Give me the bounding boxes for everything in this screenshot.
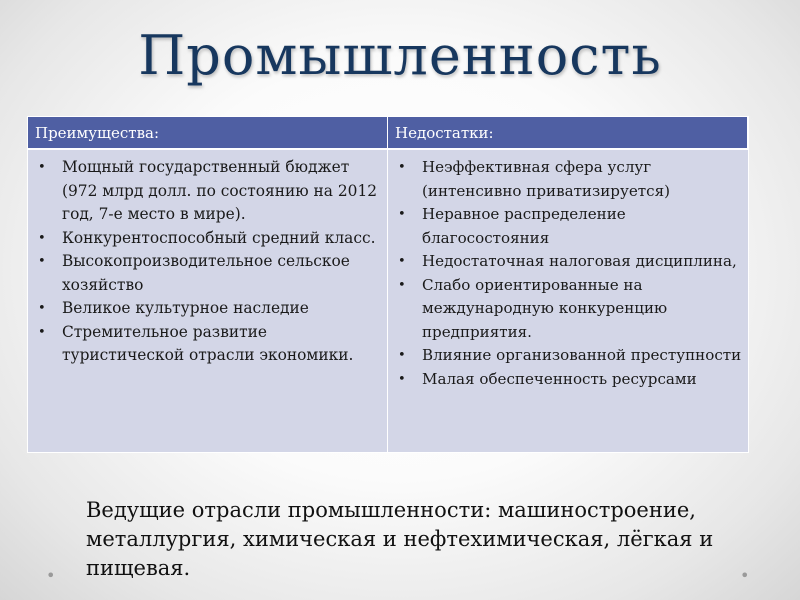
industries-note: Ведущие отрасли промышленности: машиностроение, металлургия, химическая и нефтехимическая, лёгкая и пищевая.: [86, 498, 714, 580]
advantage-text: Стремительное развитие туристической отрасли экономики.: [62, 322, 354, 364]
disadvantage-text: Слабо ориентированные на международную конкуренцию предприятия.: [422, 275, 668, 341]
bullet-icon: •: [38, 301, 46, 316]
disadvantages-cell: [388, 150, 748, 452]
slide-title: Промышленность: [138, 24, 662, 87]
bullet-icon: •: [398, 160, 406, 175]
header-disadvantages: Недостатки:: [388, 117, 748, 150]
header-advantages: Преимущества:: [28, 117, 388, 150]
disadvantage-text: Недостаточная налоговая дисциплина,: [422, 252, 737, 270]
advantages-list: [32, 156, 381, 368]
decorative-dot-icon: •: [740, 566, 750, 585]
bullet-icon: •: [38, 254, 46, 269]
bullet-icon: •: [398, 371, 406, 387]
disadvantage-text: Влияние организованной преступности: [422, 346, 742, 364]
advantage-item: [32, 156, 381, 227]
disadvantage-item: [392, 250, 742, 274]
bullet-icon: •: [398, 348, 406, 363]
advantage-item: [32, 321, 381, 368]
bullet-icon: •: [398, 254, 406, 269]
disadvantages-list: [392, 156, 742, 391]
advantage-text: Высокопроизводительное сельское хозяйство: [62, 252, 350, 294]
disadvantage-item: [392, 344, 742, 368]
advantage-item: [32, 297, 381, 321]
disadvantage-item: [392, 203, 742, 250]
bullet-icon: •: [38, 160, 46, 175]
advantage-text: Конкурентоспособный средний класс.: [62, 228, 376, 247]
disadvantage-text: Неравное распределение благосостояния: [422, 205, 626, 247]
bullet-icon: •: [398, 277, 406, 293]
bullet-icon: •: [38, 324, 46, 340]
advantage-text: Мощный государственный бюджет (972 млрд долл. по состоянию на 2012 год, 7-е место в мире).: [62, 158, 378, 223]
disadvantage-text: Малая обеспеченность ресурсами: [422, 369, 697, 388]
advantages-cell: [28, 150, 388, 452]
disadvantage-item: [392, 368, 742, 392]
decorative-dot-icon: •: [46, 566, 56, 585]
bullet-icon: •: [398, 207, 406, 222]
advantage-text: Великое культурное наследие: [62, 299, 309, 317]
disadvantage-item: [392, 156, 742, 203]
advantage-item: [32, 250, 381, 297]
comparison-table: [27, 116, 749, 453]
bullet-icon: •: [38, 230, 46, 246]
disadvantage-item: [392, 274, 742, 345]
disadvantage-text: Неэффективная сфера услуг (интенсивно приватизируется): [422, 158, 670, 200]
advantage-item: [32, 227, 381, 251]
